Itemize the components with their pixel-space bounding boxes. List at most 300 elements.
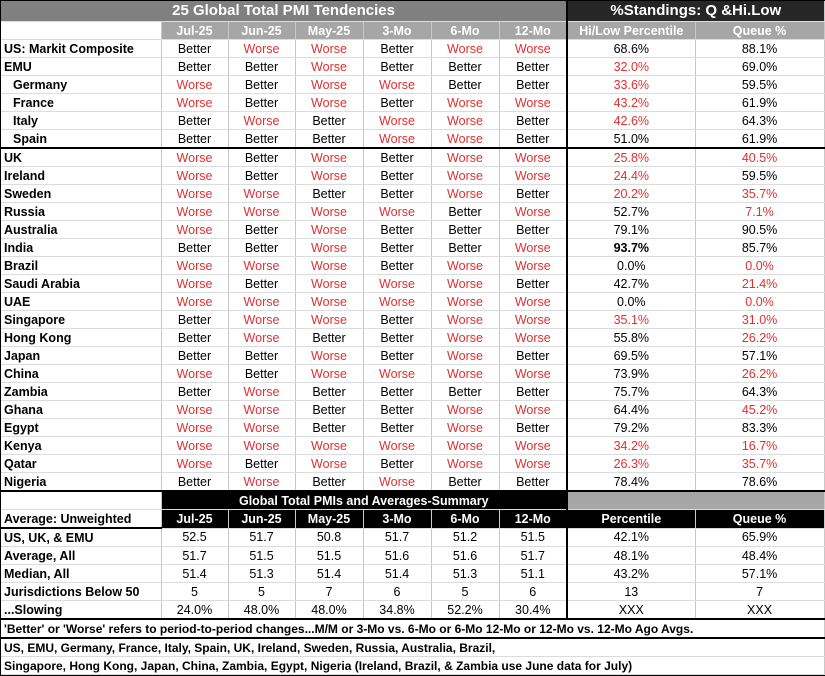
queue-cell: 0.0% (695, 293, 824, 311)
table-row (1, 455, 824, 473)
tendency-cell: Worse (431, 94, 499, 112)
country-label: Russia (1, 203, 161, 221)
summary-cell: XXX (695, 601, 824, 620)
tendency-cell: Worse (431, 455, 499, 473)
tendency-cell: Better (295, 473, 363, 492)
country-label: EMU (1, 58, 161, 76)
country-label: Japan (1, 347, 161, 365)
col-header: 3-Mo (363, 22, 431, 40)
percentile-cell: 79.1% (567, 221, 695, 239)
tendency-cell: Worse (161, 203, 228, 221)
tendency-cell: Worse (228, 383, 295, 401)
tendency-cell: Worse (295, 347, 363, 365)
tendency-cell: Better (363, 148, 431, 167)
tendency-cell: Worse (161, 76, 228, 94)
tendency-cell: Worse (431, 130, 499, 149)
tendency-cell: Better (499, 58, 567, 76)
summary-cell: 50.8 (295, 528, 363, 547)
queue-cell: 64.3% (695, 112, 824, 130)
summary-rows (1, 528, 824, 619)
tendency-cell: Better (499, 221, 567, 239)
country-label: UK (1, 148, 161, 167)
summary-cell: 24.0% (161, 601, 228, 620)
tendency-cell: Worse (228, 203, 295, 221)
percentile-cell: 55.8% (567, 329, 695, 347)
summary-cell: 51.3 (228, 565, 295, 583)
percentile-cell: 75.7% (567, 383, 695, 401)
queue-cell: 35.7% (695, 185, 824, 203)
summary-col-header: 6-Mo (431, 510, 499, 529)
percentile-cell: 79.2% (567, 419, 695, 437)
tendency-cell: Worse (431, 112, 499, 130)
summary-title: Global Total PMIs and Averages-Summary (161, 491, 567, 510)
country-label: US: Markit Composite (1, 40, 161, 58)
summary-header-label: Average: Unweighted (1, 510, 161, 529)
country-label: Australia (1, 221, 161, 239)
summary-cell: 48.0% (295, 601, 363, 620)
summary-cell: 51.1 (499, 565, 567, 583)
summary-cell: XXX (567, 601, 695, 620)
summary-cell: 51.7 (363, 528, 431, 547)
summary-col-header: Percentile (567, 510, 695, 529)
queue-cell: 26.2% (695, 365, 824, 383)
tendency-cell: Better (431, 203, 499, 221)
tendency-cell: Worse (431, 185, 499, 203)
tendency-cell: Worse (295, 365, 363, 383)
table-row (1, 347, 824, 365)
percentile-cell: 93.7% (567, 239, 695, 257)
tendency-cell: Worse (228, 473, 295, 492)
tendency-cell: Worse (363, 76, 431, 94)
country-label: France (1, 94, 161, 112)
percentile-cell: 0.0% (567, 257, 695, 275)
tendency-cell: Worse (161, 94, 228, 112)
tendency-cell: Worse (161, 275, 228, 293)
table-row (1, 58, 824, 76)
tendency-cell: Worse (431, 293, 499, 311)
table-row (1, 130, 824, 149)
tendency-cell: Better (295, 401, 363, 419)
tendency-cell: Worse (295, 94, 363, 112)
tendency-cell: Better (363, 401, 431, 419)
col-header: Jun-25 (228, 22, 295, 40)
table-row (1, 167, 824, 185)
queue-cell: 59.5% (695, 167, 824, 185)
table-row (1, 112, 824, 130)
percentile-cell: 0.0% (567, 293, 695, 311)
tendency-cell: Worse (228, 112, 295, 130)
tendency-cell: Better (228, 365, 295, 383)
percentile-cell: 35.1% (567, 311, 695, 329)
tendency-cell: Better (161, 383, 228, 401)
tendency-cell: Worse (228, 329, 295, 347)
queue-cell: 78.6% (695, 473, 824, 492)
tendency-cell: Better (431, 58, 499, 76)
country-label: Qatar (1, 455, 161, 473)
queue-cell: 90.5% (695, 221, 824, 239)
tendency-cell: Worse (499, 257, 567, 275)
tendency-cell: Worse (295, 167, 363, 185)
percentile-cell: 73.9% (567, 365, 695, 383)
tendency-cell: Worse (363, 437, 431, 455)
table-row (1, 311, 824, 329)
tendency-cell: Better (161, 112, 228, 130)
tendency-cell: Better (431, 239, 499, 257)
tendency-cell: Worse (499, 455, 567, 473)
percentile-cell: 33.6% (567, 76, 695, 94)
tendency-cell: Worse (161, 437, 228, 455)
tendency-cell: Worse (161, 221, 228, 239)
tendency-cell: Better (363, 185, 431, 203)
table-row (1, 76, 824, 94)
summary-cell: 5 (431, 583, 499, 601)
tendency-cell: Worse (431, 148, 499, 167)
tendency-cell: Better (363, 40, 431, 58)
country-label: Singapore (1, 311, 161, 329)
tendency-cell: Better (499, 419, 567, 437)
tendency-cell: Worse (228, 40, 295, 58)
summary-cell: 30.4% (499, 601, 567, 620)
tendency-cell: Better (363, 221, 431, 239)
summary-row (1, 528, 824, 547)
tendency-cell: Worse (161, 365, 228, 383)
tendency-cell: Worse (295, 311, 363, 329)
summary-cell: 51.4 (363, 565, 431, 583)
queue-cell: 0.0% (695, 257, 824, 275)
summary-row (1, 547, 824, 565)
methodology-note: 'Better' or 'Worse' refers to period-to-period changes...M/M or 3-Mo vs. 6-Mo or 6-Mo 12-Mo or 12-Mo vs. 12-Mo Ago Avgs. (1, 619, 824, 638)
tendency-cell: Worse (363, 275, 431, 293)
tendency-cell: Worse (295, 203, 363, 221)
tendency-cell: Better (499, 76, 567, 94)
percentile-cell: 78.4% (567, 473, 695, 492)
table-row (1, 293, 824, 311)
summary-cell: 5 (161, 583, 228, 601)
tendency-cell: Better (363, 419, 431, 437)
tendency-cell: Worse (161, 401, 228, 419)
tendency-cell: Worse (431, 311, 499, 329)
country-rows (1, 40, 824, 492)
percentile-cell: 42.6% (567, 112, 695, 130)
queue-cell: 31.0% (695, 311, 824, 329)
footer-line-2: Singapore, Hong Kong, Japan, China, Zambia, Egypt, Nigeria (Ireland, Brazil, & Zambia use June data for July) (1, 657, 824, 675)
country-label: Nigeria (1, 473, 161, 492)
tendency-cell: Better (363, 383, 431, 401)
queue-cell: 26.2% (695, 329, 824, 347)
tendency-cell: Better (228, 167, 295, 185)
tendency-cell: Worse (161, 185, 228, 203)
tendency-cell: Worse (499, 311, 567, 329)
summary-label: Jurisdictions Below 50 (1, 583, 161, 601)
tendency-cell: Worse (161, 455, 228, 473)
tendency-cell: Better (499, 347, 567, 365)
table-title: 25 Global Total PMI Tendencies (1, 1, 567, 22)
tendency-cell: Worse (228, 293, 295, 311)
tendency-cell: Better (431, 221, 499, 239)
col-header: May-25 (295, 22, 363, 40)
tendency-cell: Better (161, 130, 228, 149)
summary-cell: 51.7 (499, 547, 567, 565)
tendency-cell: Better (363, 167, 431, 185)
country-label: Germany (1, 76, 161, 94)
tendency-cell: Better (228, 275, 295, 293)
tendency-cell: Worse (431, 437, 499, 455)
percentile-cell: 25.8% (567, 148, 695, 167)
tendency-cell: Worse (363, 130, 431, 149)
table-row (1, 185, 824, 203)
tendency-cell: Better (228, 455, 295, 473)
tendency-cell: Worse (499, 293, 567, 311)
tendency-cell: Worse (363, 473, 431, 492)
country-label: India (1, 239, 161, 257)
summary-col-header: Queue % (695, 510, 824, 529)
summary-label: Median, All (1, 565, 161, 583)
tendency-cell: Worse (431, 275, 499, 293)
summary-cell: 48.4% (695, 547, 824, 565)
table-row (1, 148, 824, 167)
tendency-cell: Worse (295, 275, 363, 293)
queue-cell: 35.7% (695, 455, 824, 473)
tendency-cell: Better (363, 311, 431, 329)
table-row (1, 401, 824, 419)
col-header: Jul-25 (161, 22, 228, 40)
tendency-cell: Better (431, 473, 499, 492)
tendency-cell: Worse (363, 365, 431, 383)
table-row (1, 365, 824, 383)
summary-col-header: May-25 (295, 510, 363, 529)
tendency-cell: Worse (499, 437, 567, 455)
tendency-cell: Better (161, 329, 228, 347)
percentile-cell: 34.2% (567, 437, 695, 455)
summary-cell: 51.2 (431, 528, 499, 547)
tendency-cell: Worse (295, 257, 363, 275)
tendency-cell: Better (499, 383, 567, 401)
tendency-cell: Worse (161, 419, 228, 437)
summary-cell: 6 (499, 583, 567, 601)
table-row (1, 239, 824, 257)
tendency-cell: Worse (431, 365, 499, 383)
tendency-cell: Better (499, 130, 567, 149)
tendency-cell: Worse (431, 167, 499, 185)
tendency-cell: Better (363, 257, 431, 275)
tendency-cell: Better (228, 148, 295, 167)
summary-cell: 52.5 (161, 528, 228, 547)
table-row (1, 419, 824, 437)
percentile-cell: 24.4% (567, 167, 695, 185)
summary-cell: 52.2% (431, 601, 499, 620)
tendency-cell: Better (295, 419, 363, 437)
tendency-cell: Worse (161, 257, 228, 275)
table-row (1, 329, 824, 347)
tendency-cell: Worse (431, 419, 499, 437)
country-label: China (1, 365, 161, 383)
tendency-cell: Worse (499, 329, 567, 347)
country-label: Egypt (1, 419, 161, 437)
tendency-cell: Better (295, 130, 363, 149)
table-row (1, 257, 824, 275)
tendency-cell: Worse (228, 311, 295, 329)
tendency-cell: Worse (363, 293, 431, 311)
percentile-cell: 32.0% (567, 58, 695, 76)
tendency-cell: Worse (499, 203, 567, 221)
tendency-cell: Worse (499, 365, 567, 383)
tendency-cell: Worse (228, 437, 295, 455)
table-row (1, 203, 824, 221)
queue-cell: 57.1% (695, 347, 824, 365)
tendency-cell: Worse (431, 347, 499, 365)
tendency-cell: Better (363, 94, 431, 112)
col-header: Hi/Low Percentile (567, 22, 695, 40)
queue-cell: 40.5% (695, 148, 824, 167)
tendency-cell: Better (228, 221, 295, 239)
tendency-cell: Worse (295, 455, 363, 473)
tendency-cell: Better (363, 329, 431, 347)
queue-cell: 59.5% (695, 76, 824, 94)
tendency-cell: Worse (295, 239, 363, 257)
country-label: Brazil (1, 257, 161, 275)
tendency-cell: Worse (295, 293, 363, 311)
summary-label: ...Slowing (1, 601, 161, 620)
header-blank (1, 22, 161, 40)
table-row (1, 437, 824, 455)
country-label: Spain (1, 130, 161, 149)
queue-cell: 69.0% (695, 58, 824, 76)
tendency-cell: Better (499, 473, 567, 492)
summary-cell: 51.3 (431, 565, 499, 583)
summary-cell: 48.1% (567, 547, 695, 565)
tendency-cell: Better (228, 94, 295, 112)
percentile-cell: 69.5% (567, 347, 695, 365)
tendency-cell: Worse (431, 40, 499, 58)
percentile-cell: 26.3% (567, 455, 695, 473)
summary-row (1, 565, 824, 583)
percentile-cell: 51.0% (567, 130, 695, 149)
tendency-cell: Better (161, 40, 228, 58)
summary-col-header: Jul-25 (161, 510, 228, 529)
tendency-cell: Better (499, 275, 567, 293)
summary-cell: 5 (228, 583, 295, 601)
percentile-cell: 43.2% (567, 94, 695, 112)
queue-cell: 88.1% (695, 40, 824, 58)
queue-cell: 85.7% (695, 239, 824, 257)
tendency-cell: Better (228, 347, 295, 365)
tendency-cell: Better (363, 239, 431, 257)
tendency-cell: Worse (499, 148, 567, 167)
tendency-cell: Worse (431, 329, 499, 347)
tendency-cell: Better (161, 311, 228, 329)
tendency-cell: Worse (228, 185, 295, 203)
tendency-cell: Worse (499, 239, 567, 257)
tendency-cell: Worse (295, 437, 363, 455)
queue-cell: 21.4% (695, 275, 824, 293)
tendency-cell: Better (499, 185, 567, 203)
percentile-cell: 52.7% (567, 203, 695, 221)
queue-cell: 7.1% (695, 203, 824, 221)
tendency-cell: Worse (228, 401, 295, 419)
tendency-cell: Better (363, 455, 431, 473)
country-label: Ireland (1, 167, 161, 185)
tendency-cell: Worse (499, 94, 567, 112)
footer-line-1: US, EMU, Germany, France, Italy, Spain, UK, Ireland, Sweden, Russia, Australia, Brazil, (1, 638, 824, 657)
country-label: Hong Kong (1, 329, 161, 347)
summary-cell: 43.2% (567, 565, 695, 583)
summary-blank (1, 491, 161, 510)
tendency-cell: Better (295, 329, 363, 347)
country-label: Ghana (1, 401, 161, 419)
table-row (1, 94, 824, 112)
tendency-cell: Better (228, 76, 295, 94)
summary-cell: 48.0% (228, 601, 295, 620)
summary-cell: 51.7 (161, 547, 228, 565)
tendency-cell: Better (161, 347, 228, 365)
col-header: Queue % (695, 22, 824, 40)
tendency-cell: Better (161, 473, 228, 492)
standings-title: %Standings: Q &Hi.Low (567, 1, 824, 22)
tendency-cell: Better (363, 347, 431, 365)
queue-cell: 64.3% (695, 383, 824, 401)
summary-cell: 51.5 (295, 547, 363, 565)
country-label: Zambia (1, 383, 161, 401)
tendency-cell: Better (431, 76, 499, 94)
col-header: 12-Mo (499, 22, 567, 40)
summary-col-header: 3-Mo (363, 510, 431, 529)
summary-cell: 13 (567, 583, 695, 601)
summary-cell: 57.1% (695, 565, 824, 583)
summary-cell: 51.6 (431, 547, 499, 565)
tendency-cell: Worse (161, 148, 228, 167)
tendency-cell: Worse (499, 40, 567, 58)
percentile-cell: 42.7% (567, 275, 695, 293)
summary-cell: 7 (295, 583, 363, 601)
summary-cell: 51.6 (363, 547, 431, 565)
tendency-cell: Worse (228, 419, 295, 437)
summary-col-header: 12-Mo (499, 510, 567, 529)
tendency-cell: Worse (295, 148, 363, 167)
percentile-cell: 68.6% (567, 40, 695, 58)
table-row (1, 275, 824, 293)
summary-cell: 51.5 (499, 528, 567, 547)
summary-row (1, 583, 824, 601)
summary-cell: 65.9% (695, 528, 824, 547)
tendency-cell: Better (295, 383, 363, 401)
table-row (1, 383, 824, 401)
tendency-cell: Better (161, 58, 228, 76)
tendency-cell: Better (295, 185, 363, 203)
country-label: Saudi Arabia (1, 275, 161, 293)
queue-cell: 61.9% (695, 94, 824, 112)
tendency-cell: Worse (295, 40, 363, 58)
country-label: Kenya (1, 437, 161, 455)
queue-cell: 83.3% (695, 419, 824, 437)
summary-gray-band (567, 491, 824, 510)
summary-cell: 51.4 (161, 565, 228, 583)
col-header: 6-Mo (431, 22, 499, 40)
tendency-cell: Worse (295, 58, 363, 76)
country-label: UAE (1, 293, 161, 311)
tendency-cell: Worse (295, 221, 363, 239)
tendency-cell: Worse (499, 401, 567, 419)
country-label: Italy (1, 112, 161, 130)
tendency-cell: Worse (499, 167, 567, 185)
percentile-cell: 20.2% (567, 185, 695, 203)
tendency-cell: Better (228, 58, 295, 76)
summary-cell: 51.5 (228, 547, 295, 565)
tendency-cell: Better (363, 58, 431, 76)
tendency-cell: Better (431, 383, 499, 401)
tendency-cell: Worse (228, 257, 295, 275)
summary-cell: 34.8% (363, 601, 431, 620)
summary-cell: 42.1% (567, 528, 695, 547)
